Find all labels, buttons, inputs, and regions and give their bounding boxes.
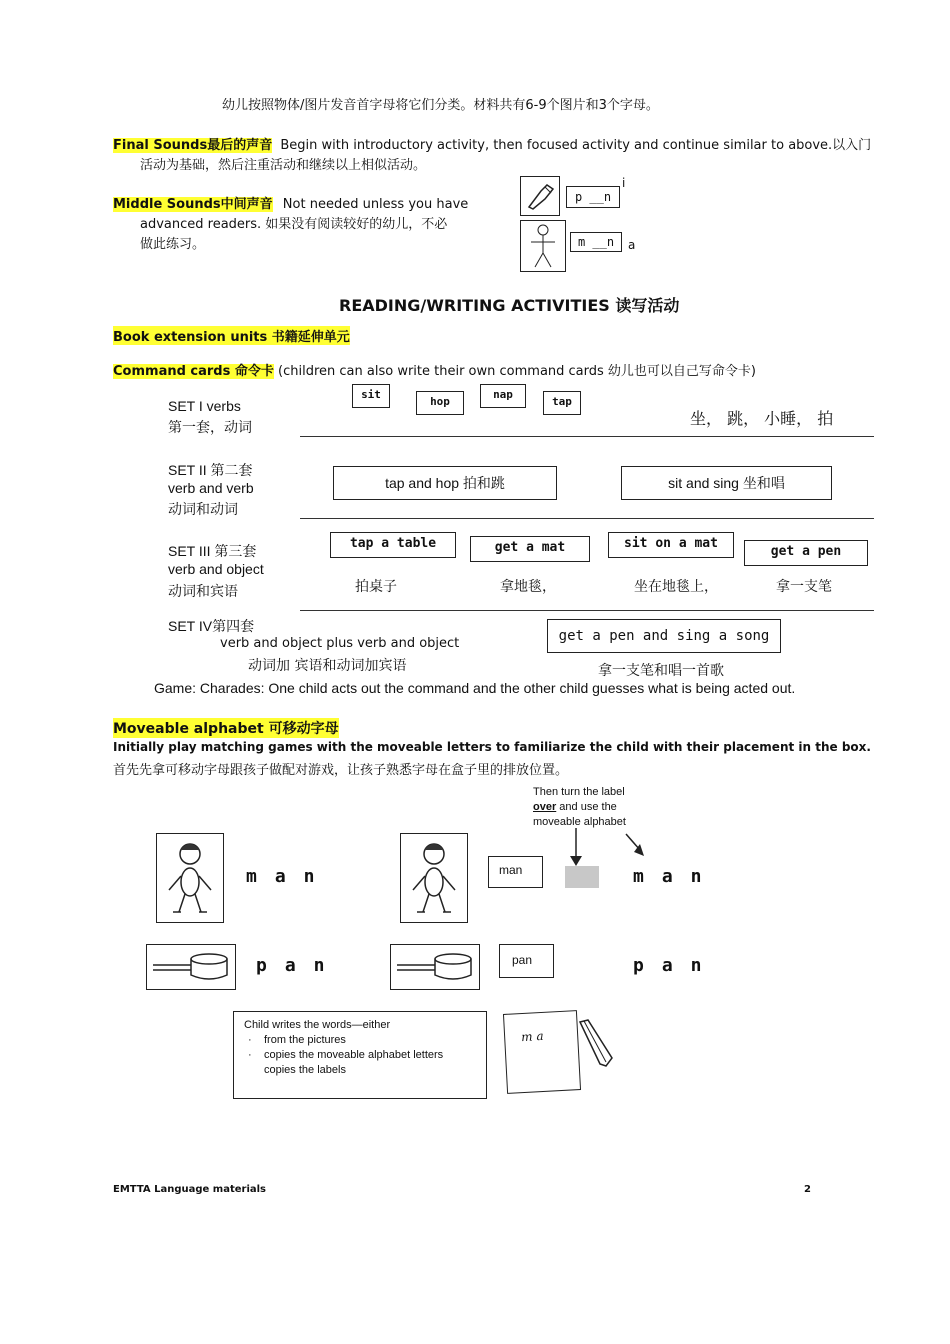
set1-chinese: 坐， 跳， 小睡， 拍 [690,409,834,428]
set1-subtitle: 第一套，动词 [168,420,252,436]
man-picture-card [520,220,566,272]
final-sounds-paragraph [113,134,883,153]
set1-title: SET I verbs [168,398,241,414]
man-picture-2 [400,833,468,923]
man-missing-letter: a [628,238,636,252]
moveable-text-en: Initially play matching games with the moveable letters to familiarize the child with their placement in the box. [113,740,871,754]
footer-left: EMTTA Language materials [113,1184,267,1195]
command-card-tap-and-hop: tap and hop 拍和跳 [333,466,557,500]
middle-sounds-text-3: 做此练习。 [140,237,206,252]
command-cards-note: (children can also write their own command cards 幼儿也可以自己写命令卡) [278,364,756,379]
command-card-tap: tap [543,391,581,415]
final-sounds-label: Final Sounds最后的声音 [113,138,273,153]
set2-title: SET II 第二套 [168,462,253,478]
child-writes-bullet-1: from the pictures [264,1034,346,1046]
pin-missing-letter: i [622,176,626,190]
divider [300,518,874,519]
moveable-letters-pan-1: pan [256,955,343,976]
command-card-hop: hop [416,391,464,415]
pan-picture-2 [390,944,480,990]
moveable-letters-pan-2: pan [633,955,720,976]
set4-subtitle: verb and object plus verb and object [220,636,460,651]
final-sounds-text-2: 活动为基础，然后注重活动和继续以上相似活动。 [140,158,427,173]
game-text: Game: Charades: One child acts out the command and the other child guesses what is being acted out. [154,680,796,696]
writing-pad [503,1010,581,1094]
set3-chinese-3: 坐在地毯上， [634,579,718,595]
pan-icon [391,945,479,989]
middle-sounds-text-2: advanced readers. 如果没有阅读较好的幼儿，不必 [140,217,448,232]
set4-subtitle-cn: 动词加 宾语和动词加宾语 [248,658,407,674]
note-line-3: moveable alphabet [533,816,626,828]
child-writes-bullet-2: copies the moveable alphabet letters [264,1049,444,1061]
command-cards-paragraph [113,360,893,379]
pin-picture-card [520,176,560,216]
command-card-sit: sit [352,384,390,408]
pin-label-card: p __n [566,186,620,208]
pin-icon [521,177,559,215]
book-extension-label: Book extension units 书籍延伸单元 [113,326,350,345]
set4-chinese: 拿一支笔和唱一首歌 [598,663,724,679]
section-title: READING/WRITING ACTIVITIES 读写活动 [339,296,680,315]
command-cards-label: Command cards 命令卡 [113,364,274,379]
moveable-letters-man-2: man [633,866,720,887]
boy-figure-icon [157,834,223,922]
moveable-alphabet-label: Moveable alphabet 可移动字母 [113,718,339,738]
note-line-1: Then turn the label [533,786,625,798]
intro-line: 幼儿按照物体/图片发音首字母将它们分类。材料共有6-9个图片和3个字母。 [222,98,659,113]
boy-figure-icon [401,834,467,922]
pan-icon [147,945,235,989]
man-label-card: m __n [570,232,622,252]
child-writes-box: Child writes the words—either · from the pictures · copies the moveable alphabet letters copies the labels [233,1011,487,1099]
pencil-icon [576,1018,616,1070]
set3-subtitle-cn: 动词和宾语 [168,584,238,600]
note-over: over [533,801,557,813]
divider [300,436,874,437]
set4-title: SET IV第四套 [168,618,255,634]
divider [300,610,874,611]
command-card-sit-on-a-mat: sit on a mat [608,532,734,558]
middle-sounds-label: Middle Sounds中间声音 [113,197,273,212]
command-card-tap-a-table: tap a table [330,532,456,558]
set2-subtitle-cn: 动词和动词 [168,502,238,518]
pan-picture-1 [146,944,236,990]
set3-chinese-2: 拿地毯， [500,579,556,595]
middle-sounds-paragraph [113,193,468,212]
set3-subtitle: verb and object [168,561,264,577]
set3-chinese-1: 拍桌子 [355,579,397,595]
command-card-sit-and-sing: sit and sing 坐和唱 [621,466,832,500]
writing-pad-text: m a [520,1028,544,1045]
middle-sounds-text: Not needed unless you have [282,197,469,212]
moveable-letters-man-1: man [246,866,333,887]
child-writes-title: Child writes the words—either [244,1019,391,1031]
set2-subtitle: verb and verb [168,480,254,496]
man-word-label: man [488,856,543,888]
set3-title: SET III 第三套 [168,543,257,559]
turn-label-note [533,785,626,830]
command-card-nap: nap [480,384,526,408]
arrows-icon [560,826,650,870]
child-writes-bullet-3: copies the labels [264,1064,346,1076]
pan-word-label: pan [499,944,554,978]
command-card-get-a-pen: get a pen [744,540,868,566]
stick-figure-icon [521,221,565,271]
set3-chinese-4: 拿一支笔 [776,579,832,595]
note-line-2: and use the [556,801,617,813]
man-picture-1 [156,833,224,923]
turned-label [565,866,599,888]
final-sounds-text: Begin with introductory activity, then focused activity and continue similar to above.以入门 [280,138,872,153]
moveable-text-cn: 首先先拿可移动字母跟孩子做配对游戏，让孩子熟悉字母在盒子里的排放位置。 [113,763,569,778]
command-card-get-a-mat: get a mat [470,536,590,562]
page-number: 2 [804,1184,811,1195]
command-card-get-a-pen-and-sing: get a pen and sing a song [547,619,781,653]
